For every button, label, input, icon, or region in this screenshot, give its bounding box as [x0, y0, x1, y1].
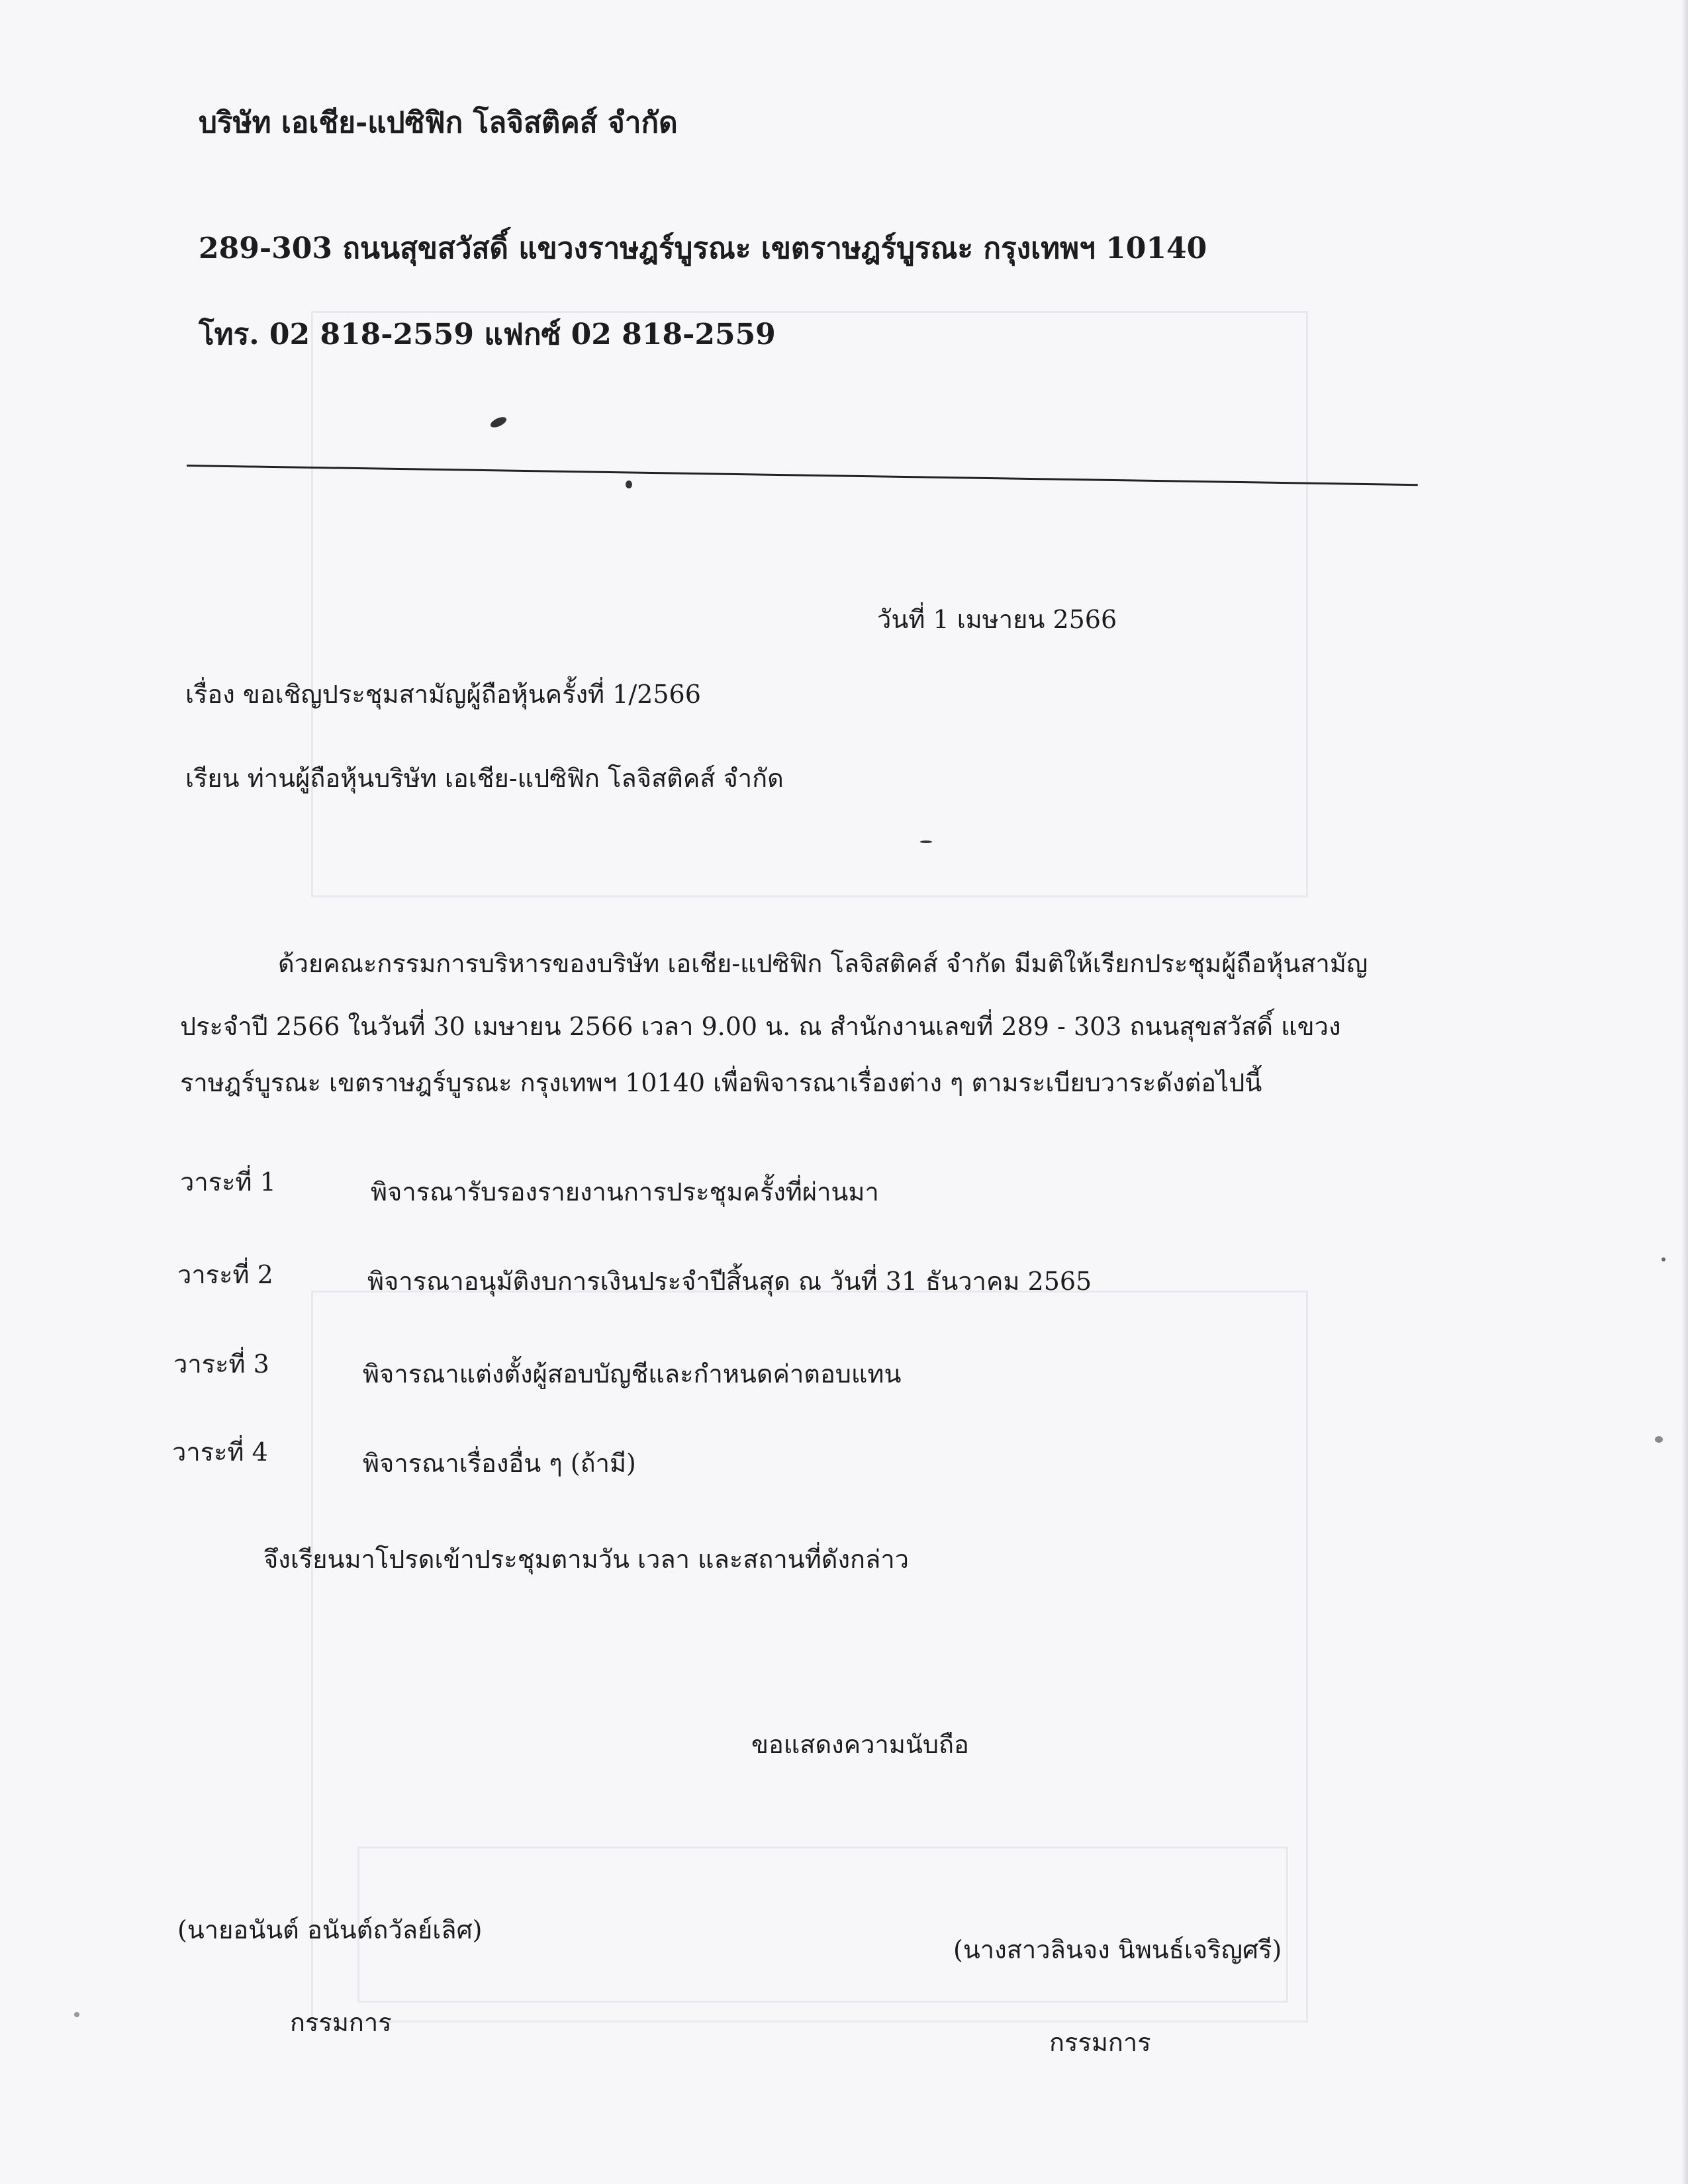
company-contact: โทร. 02 818-2559 แฟกซ์ 02 818-2559 [199, 318, 776, 351]
letter-recipient: เรียน ท่านผู้ถือหุ้นบริษัท เอเชีย-แปซิฟิก โลจิสติคส์ จำกัด [185, 764, 784, 793]
agenda-number: วาระที่ 4 [172, 1437, 268, 1467]
scan-speck [74, 2012, 79, 2017]
signature-right-name: (นางสาวลินจง นิพนธ์เจริญศรี) [953, 1935, 1282, 1964]
signature-left-title: กรรมการ [290, 2008, 392, 2037]
scan-speck [920, 841, 932, 843]
agenda-number: วาระที่ 1 [180, 1167, 276, 1197]
company-address: 289-303 ถนนสุขสวัสดิ์ แขวงราษฎร์บูรณะ เขตราษฎร์บูรณะ กรุงเทพฯ 10140 [199, 232, 1207, 265]
bleed-through-box-top [311, 311, 1308, 897]
scan-speck [1662, 1257, 1665, 1261]
agenda-number: วาระที่ 2 [177, 1260, 273, 1289]
signature-left-name: (นายอนันต์ อนันต์ถวัลย์เลิศ) [177, 1915, 483, 1944]
agenda-text: พิจารณาอนุมัติงบการเงินประจำปีสิ้นสุด ณ วันที่ 31 ธันวาคม 2565 [367, 1267, 1092, 1296]
letter-subject: เรื่อง ขอเชิญประชุมสามัญผู้ถือหุ้นครั้งที่ 1/2566 [185, 680, 701, 709]
letter-date: วันที่ 1 เมษายน 2566 [877, 605, 1117, 634]
signature-right-title: กรรมการ [1049, 2028, 1151, 2057]
agenda-text: พิจารณารับรองรายงานการประชุมครั้งที่ผ่านมา [371, 1177, 879, 1206]
body-line-1: ด้วยคณะกรรมการบริหารของบริษัท เอเชีย-แปซิฟิก โลจิสติคส์ จำกัด มีมติให้เรียกประชุมผู้ถือหุ้นสามัญ [278, 949, 1368, 978]
closing-line: จึงเรียนมาโปรดเข้าประชุมตามวัน เวลา และสถานที่ดังกล่าว [263, 1545, 909, 1574]
scan-speck [626, 480, 632, 488]
agenda-number: วาระที่ 3 [173, 1349, 269, 1379]
body-line-3: ราษฎร์บูรณะ เขตราษฎร์บูรณะ กรุงเทพฯ 10140 เพื่อพิจารณาเรื่องต่าง ๆ ตามระเบียบวาระดังต่อไปนี้ [180, 1068, 1262, 1097]
company-name: บริษัท เอเชีย-แปซิฟิก โลจิสติคส์ จำกัด [199, 106, 678, 140]
scan-edge-shadow [1681, 0, 1688, 2184]
body-line-2: ประจำปี 2566 ในวันที่ 30 เมษายน 2566 เวลา 9.00 น. ณ สำนักงานเลขที่ 289 - 303 ถนนสุขสวัสดิ์ แขวง [180, 1012, 1341, 1041]
scan-speck [1655, 1436, 1663, 1443]
bleed-through-inner-box [357, 1846, 1288, 2003]
agenda-text: พิจารณาแต่งตั้งผู้สอบบัญชีและกำหนดค่าตอบแทน [363, 1359, 902, 1388]
regards: ขอแสดงความนับถือ [751, 1730, 969, 1759]
agenda-text: พิจารณาเรื่องอื่น ๆ (ถ้ามี) [363, 1449, 636, 1478]
